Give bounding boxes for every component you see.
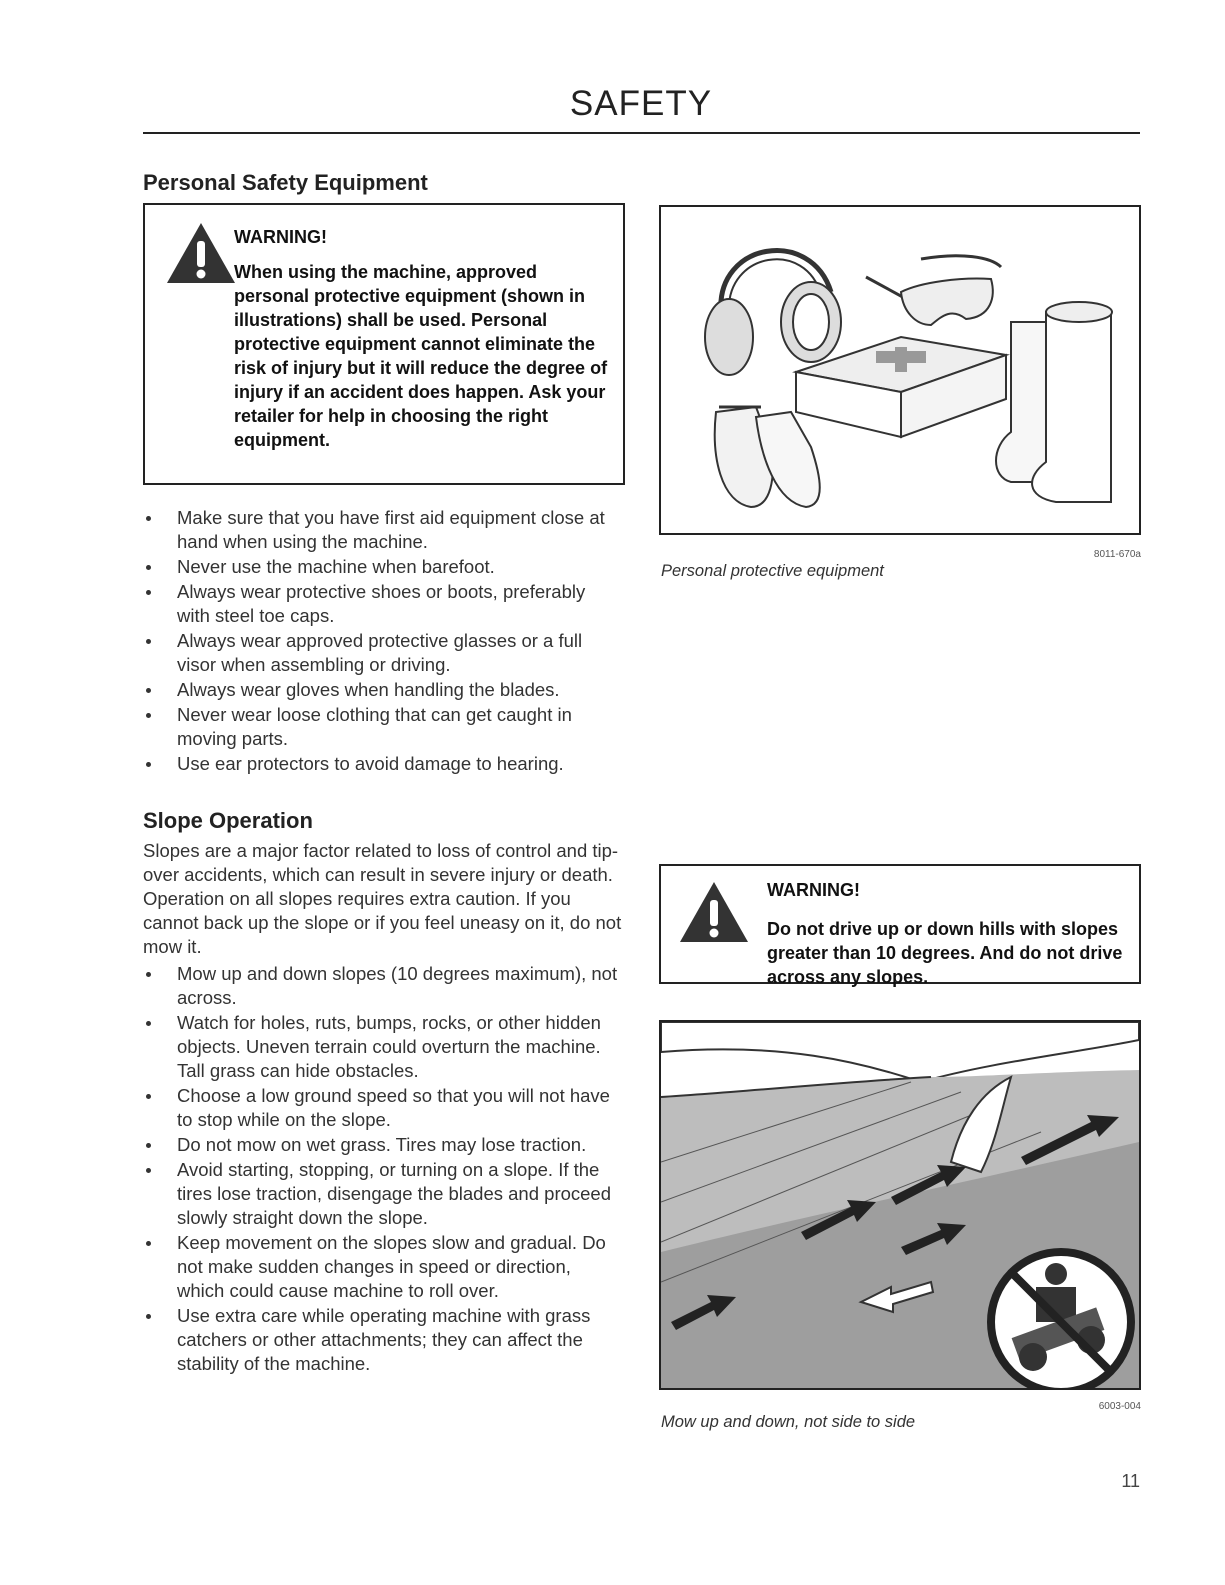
warning-title: WARNING! <box>234 227 327 247</box>
warning-box-ppe <box>143 203 625 485</box>
figure-code-slope: 6003-004 <box>1098 1401 1141 1412</box>
no-across-slope-icon <box>991 1252 1131 1388</box>
list-item: Always wear approved protective glasses or a full visor when assembling or driving. <box>143 629 623 677</box>
gloves-icon <box>715 407 820 507</box>
list-item: Never wear loose clothing that can get caught in moving parts. <box>143 703 623 751</box>
list-item: Avoid starting, stopping, or turning on a slope. If the tires lose traction, disengage the blades and proceed slowly straight down the slope. <box>143 1158 623 1230</box>
list-item: Mow up and down slopes (10 degrees maximum), not across. <box>143 962 623 1010</box>
warning-box-slope <box>659 864 1141 987</box>
figure-code-ppe: 8011-670a <box>1093 549 1141 560</box>
slope-illustration <box>661 1022 1139 1388</box>
list-item: Watch for holes, ruts, bumps, rocks, or other hidden objects. Uneven terrain could overturn the machine. Tall grass can hide obstacles. <box>143 1011 623 1083</box>
list-item: Never use the machine when barefoot. <box>143 555 623 579</box>
list-item: Keep movement on the slopes slow and gradual. Do not make sudden changes in speed or direction, which could cause machine to roll over. <box>143 1231 623 1303</box>
figure-caption-slope: Mow up and down, not side to side <box>661 1413 916 1431</box>
warning-title: WARNING! <box>767 880 860 900</box>
page-header-title: SAFETY <box>569 84 713 123</box>
warning-triangle-icon <box>678 880 750 944</box>
slope-intro-paragraph: Slopes are a major factor related to loss of control and tip-over accidents, which can result in severe injury or death. Operation on all slopes requires extra caution. If you cannot back up the slope or if you feel uneasy on it, do not mow it. <box>143 840 622 957</box>
warning-text: When using the machine, approved personal protective equipment (shown in illustrations) shall be used. Personal protective equipment cannot eliminate the risk of injury but it will reduce the degree of injury if an accident does happen. Ask your retailer for help in choosing the right equipment. <box>234 262 608 450</box>
list-item: Choose a low ground speed so that you will not have to stop while on the slope. <box>143 1084 623 1132</box>
list-item: Always wear protective shoes or boots, preferably with steel toe caps. <box>143 580 623 628</box>
list-item: Always wear gloves when handling the blades. <box>143 678 623 702</box>
list-item: Do not mow on wet grass. Tires may lose traction. <box>143 1133 623 1157</box>
section-heading-slope-operation: Slope Operation <box>143 808 313 833</box>
page-number: 11 <box>1121 1471 1140 1491</box>
ppe-figure <box>659 205 1141 535</box>
ppe-bullet-list <box>143 506 623 777</box>
list-item: Use ear protectors to avoid damage to hearing. <box>143 752 623 776</box>
ppe-illustration <box>661 207 1139 533</box>
safety-glasses-icon <box>866 256 1001 325</box>
slope-figure <box>659 1020 1141 1390</box>
boots-icon <box>996 302 1112 502</box>
list-item: Make sure that you have first aid equipment close at hand when using the machine. <box>143 506 623 554</box>
slope-bullet-list <box>143 962 623 1377</box>
ear-protector-icon <box>705 251 841 375</box>
warning-triangle-icon <box>165 221 237 285</box>
figure-caption-ppe: Personal protective equipment <box>661 562 884 580</box>
section-heading-personal-safety: Personal Safety Equipment <box>143 170 428 195</box>
list-item: Use extra care while operating machine with grass catchers or other attachments; they can affect the stability of the machine. <box>143 1304 623 1376</box>
warning-text: Do not drive up or down hills with slopes greater than 10 degrees. And do not drive across any slopes. <box>767 919 1123 987</box>
header-rule <box>143 132 1140 134</box>
